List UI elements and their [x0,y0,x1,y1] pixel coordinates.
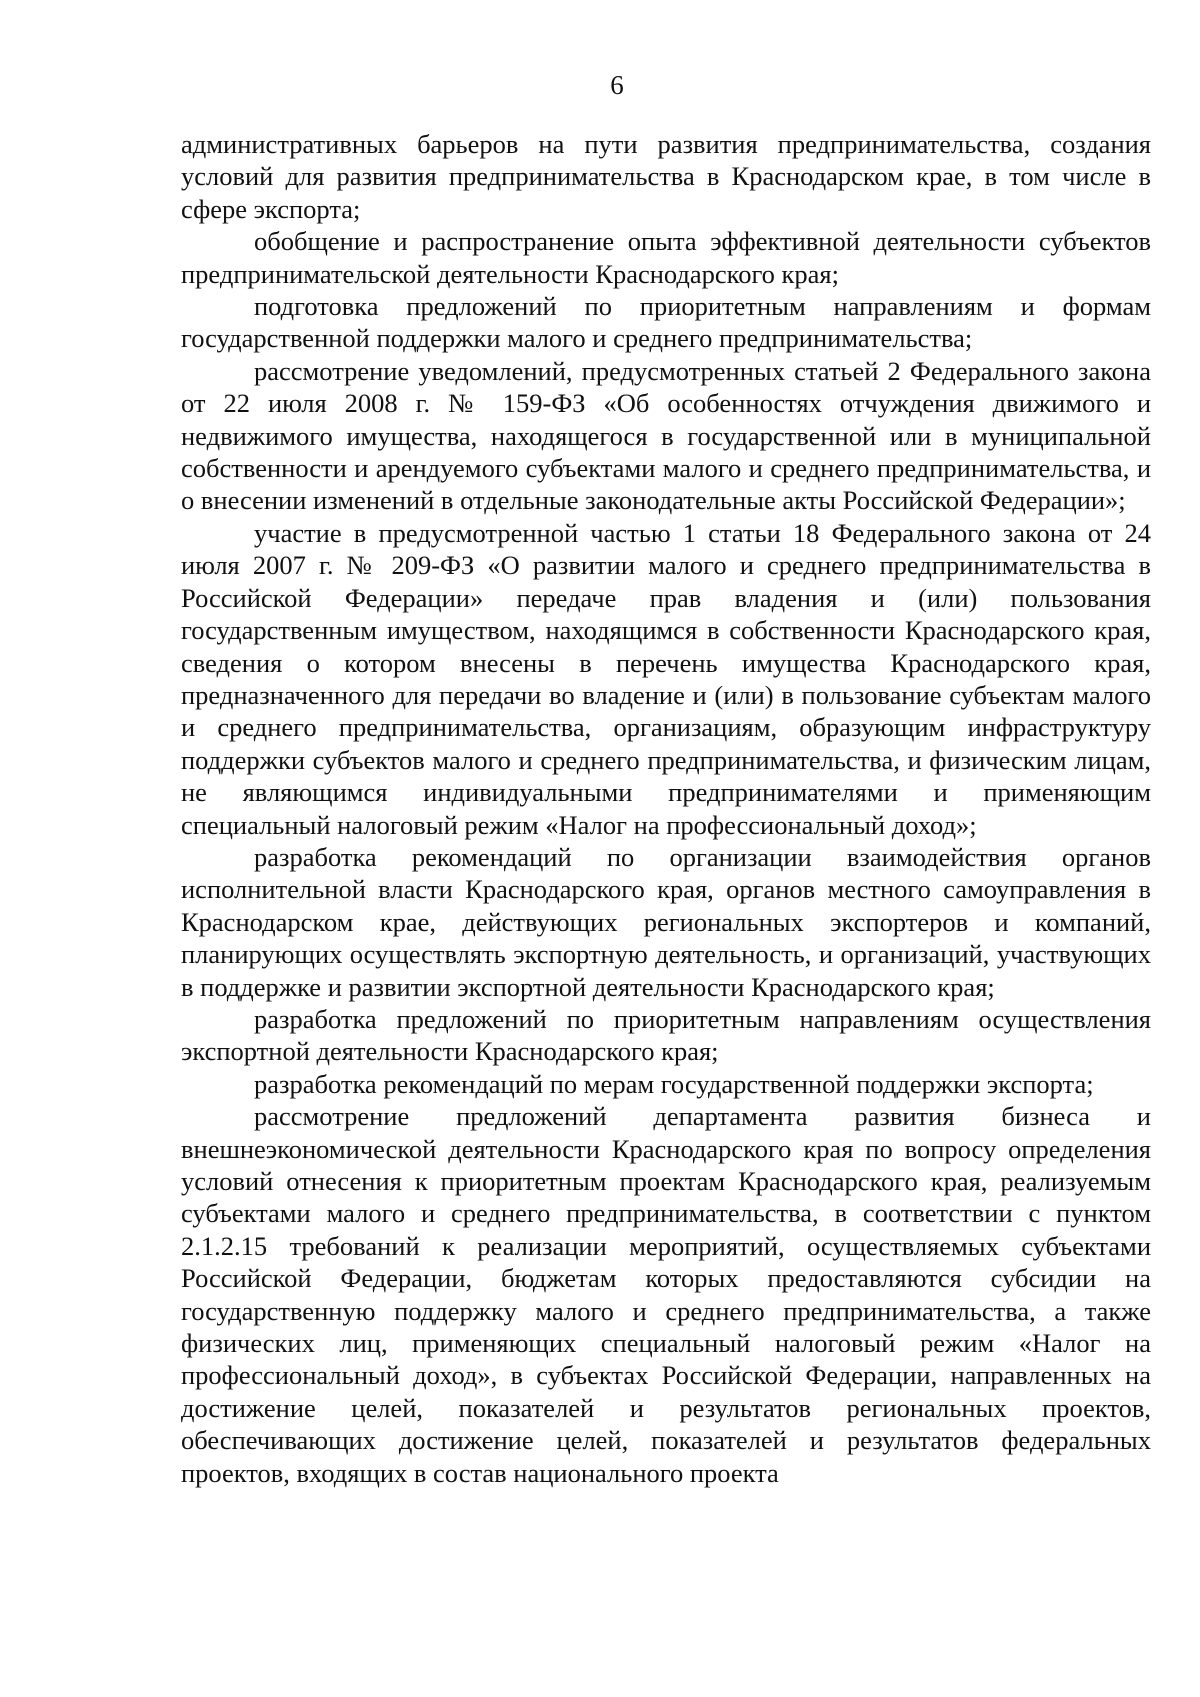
page-number: 6 [610,70,624,100]
paragraph-continuation: административных барьеров на пути развития предпринимательства, создания условий для развития предпринимательства в Краснодарском крае, в том числе в сфере экспорта; [181,129,1151,224]
paragraph: рассмотрение уведомлений, предусмотренных статьей 2 Федерального закона от 22 июля 2008 г. № 159-ФЗ «Об особенностях отчуждения движимого и недвижимого имущества, находящегося в государственной или в муниципальной собственности и арендуемого субъектами малого и среднего предпринимательства, и о внесении изменений в отдельные законодательные акты Российской Федерации»; [181,355,1151,516]
paragraph: разработка рекомендаций по организации взаимодействия органов исполнительной власти Краснодарского края, органов местного самоуправления в Краснодарском крае, действующих региональных экспортеров и компаний, планирующих осуществлять экспортную деятельность, и организаций, участвующих в поддержке и развитии экспортной деятельности Краснодарского края; [181,841,1151,1002]
paragraph: рассмотрение предложений департамента развития бизнеса и внешнеэкономической деятельности Краснодарского края по вопросу определения условий отнесения к приоритетным проектам Краснодарского края, реализуемым субъектами малого и среднего предпринимательства, в соответствии с пунктом 2.1.2.15 требований к реализации мероприятий, осуществляемых субъектами Российской Федерации, бюджетам которых предоставляются субсидии на государственную поддержку малого и среднего предпринимательства, а также физических лиц, применяющих специальный налоговый режим «Налог на профессиональный доход», в субъектах Российской Федерации, направленных на достижение целей, показателей и результатов региональных проектов, обеспечивающих достижение целей, показателей и результатов федеральных проектов, входящих в состав национального проекта [181,1101,1151,1488]
document-body [181,128,1151,1489]
paragraph: разработка предложений по приоритетным направлениям осуществления экспортной деятельности Краснодарского края; [181,1003,1151,1067]
paragraph: участие в предусмотренной частью 1 статьи 18 Федерального закона от 24 июля 2007 г. № 209-ФЗ «О развитии малого и среднего предпринимательства в Российской Федерации» передаче прав владения и (или) пользования государственным имуществом, находящимся в собственности Краснодарского края, сведения о котором внесены в перечень имущества Краснодарского края, предназначенного для передачи во владение и (или) в пользование субъектам малого и среднего предпринимательства, организациям, образующим инфраструктуру поддержки субъектов малого и среднего предпринимательства, и физическим лицам, не являющимся индивидуальными предпринимателями и применяющим специальный налоговый режим «Налог на профессиональный доход»; [181,517,1151,840]
paragraph: разработка рекомендаций по мерам государственной поддержки экспорта; [254,1068,1094,1099]
paragraph: обобщение и распространение опыта эффективной деятельности субъектов предпринимательской деятельности Краснодарского края; [181,226,1151,289]
paragraph: подготовка предложений по приоритетным направлениям и формам государственной поддержки малого и среднего предпринимательства; [181,291,1151,354]
